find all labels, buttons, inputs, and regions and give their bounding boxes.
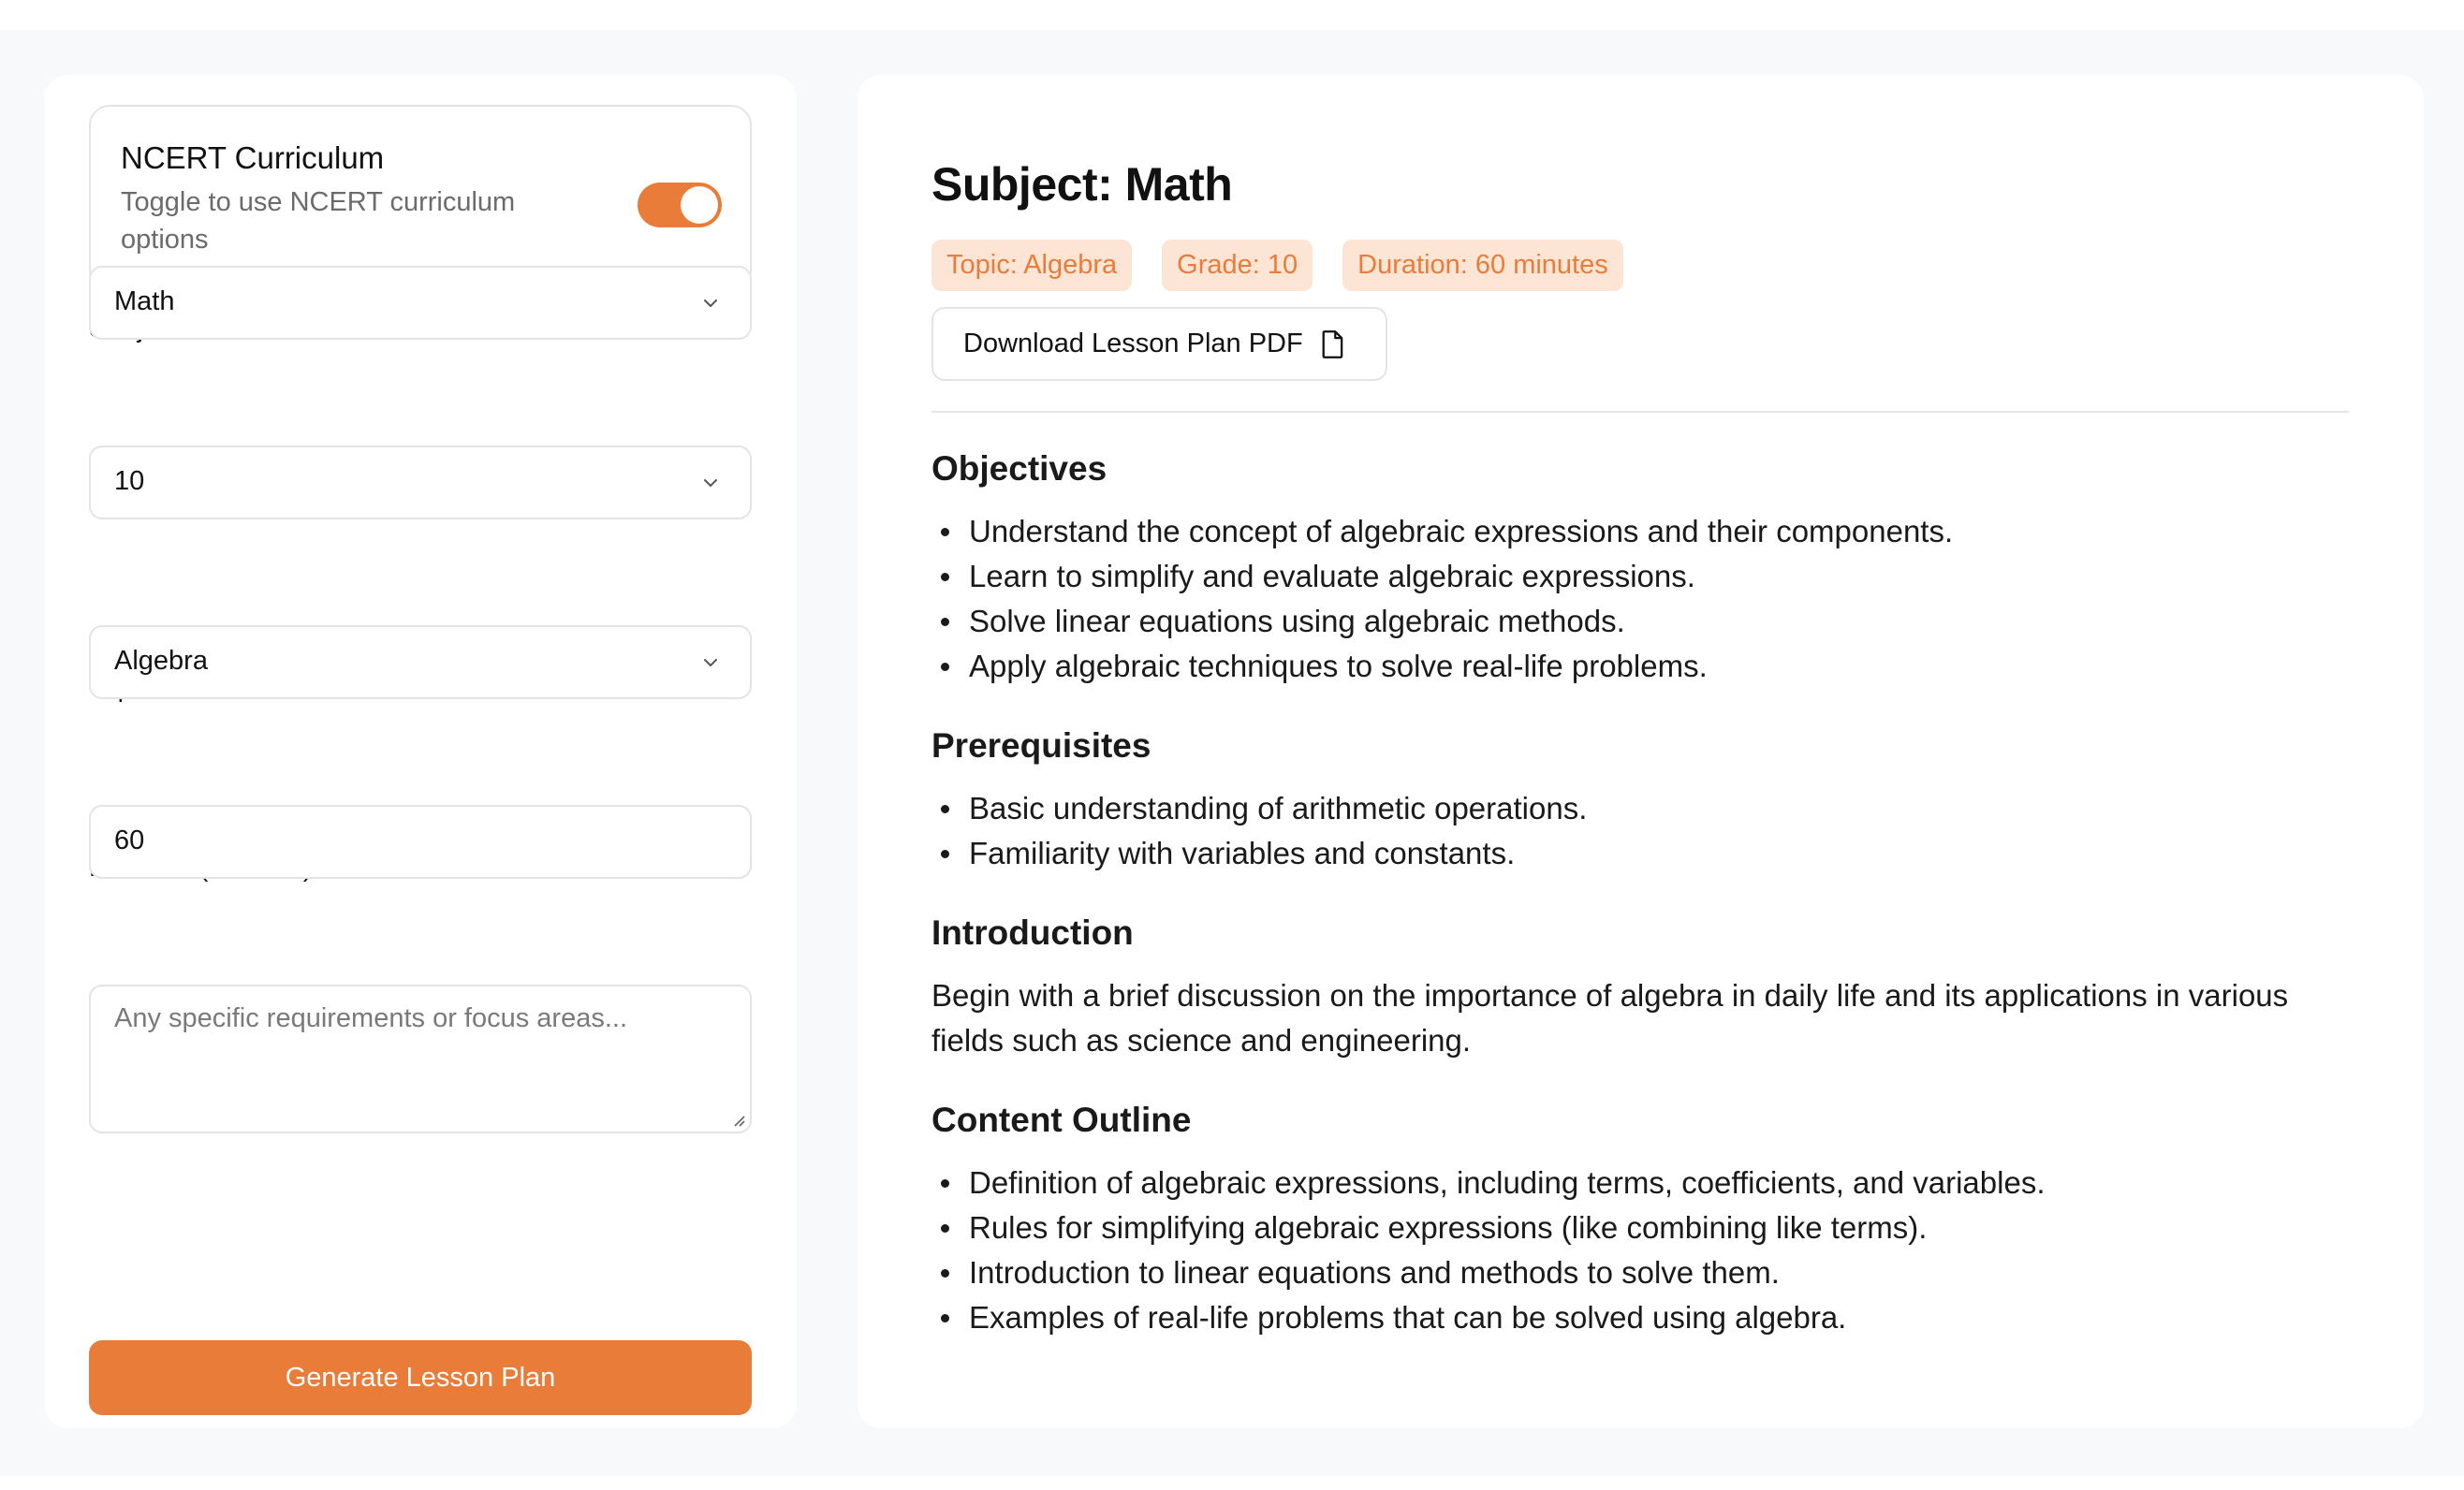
download-pdf-button[interactable]	[931, 307, 1387, 381]
introduction-text: Begin with a brief discussion on the importance of algebra in daily life and its applications in various fields such as science and engineering.	[931, 978, 2289, 1058]
content-outline-heading: Content Outline	[931, 1101, 1192, 1139]
topic-value: Algebra	[114, 646, 208, 676]
divider	[931, 411, 2349, 413]
introduction-heading: Introduction	[931, 913, 1134, 952]
list-item: Apply algebraic techniques to solve real-life problems.	[931, 644, 2349, 689]
ncert-toggle-card	[89, 105, 752, 291]
file-icon	[1320, 329, 1346, 359]
lesson-plan-title: Subject: Math	[931, 158, 1233, 211]
list-item: Basic understanding of arithmetic operations.	[931, 786, 2349, 831]
resize-grip-icon[interactable]	[729, 1111, 746, 1128]
chevron-down-icon	[699, 472, 722, 494]
instructions-textarea[interactable]	[89, 985, 752, 1133]
content-outline-list	[931, 1161, 2349, 1340]
grade-value: 10	[114, 466, 145, 496]
app-background	[0, 30, 2464, 1476]
lesson-form-panel	[44, 75, 797, 1428]
topic-select[interactable]	[89, 625, 752, 699]
grade-tag: Grade: 10	[1162, 240, 1313, 291]
lesson-tags	[931, 240, 1623, 291]
instructions-placeholder: Any specific requirements or focus areas...	[114, 1003, 628, 1033]
download-pdf-label: Download Lesson Plan PDF	[963, 329, 1303, 358]
list-item: Rules for simplifying algebraic expressions (like combining like terms).	[931, 1205, 2349, 1250]
list-item: Familiarity with variables and constants.	[931, 831, 2349, 876]
chevron-down-icon	[699, 292, 722, 314]
prerequisites-list	[931, 786, 2349, 876]
lesson-plan-panel	[858, 75, 2424, 1428]
ncert-description: Toggle to use NCERT curriculum options	[121, 187, 516, 255]
subject-value: Math	[114, 286, 175, 316]
toggle-knob	[681, 186, 718, 224]
list-item: Examples of real-life problems that can be solved using algebra.	[931, 1295, 2349, 1340]
objectives-heading: Objectives	[931, 449, 1107, 488]
list-item: Understand the concept of algebraic expressions and their components.	[931, 509, 2349, 554]
ncert-title: NCERT Curriculum	[121, 140, 385, 175]
list-item: Definition of algebraic expressions, including terms, coefficients, and variables.	[931, 1161, 2349, 1205]
list-item: Solve linear equations using algebraic methods.	[931, 599, 2349, 644]
chevron-down-icon	[699, 651, 722, 674]
lesson-plan-content	[931, 449, 2349, 1378]
generate-lesson-plan-button[interactable]: Generate Lesson Plan	[89, 1340, 752, 1415]
prerequisites-heading: Prerequisites	[931, 726, 1151, 765]
duration-input[interactable]	[89, 805, 752, 879]
list-item: Learn to simplify and evaluate algebraic expressions.	[931, 554, 2349, 599]
topic-tag: Topic: Algebra	[931, 240, 1132, 291]
duration-value: 60	[114, 825, 145, 855]
grade-select[interactable]	[89, 446, 752, 519]
subject-select[interactable]	[89, 266, 752, 340]
objectives-list	[931, 509, 2349, 689]
duration-tag: Duration: 60 minutes	[1342, 240, 1623, 291]
list-item: Introduction to linear equations and methods to solve them.	[931, 1250, 2349, 1295]
ncert-toggle-switch[interactable]	[638, 183, 722, 227]
